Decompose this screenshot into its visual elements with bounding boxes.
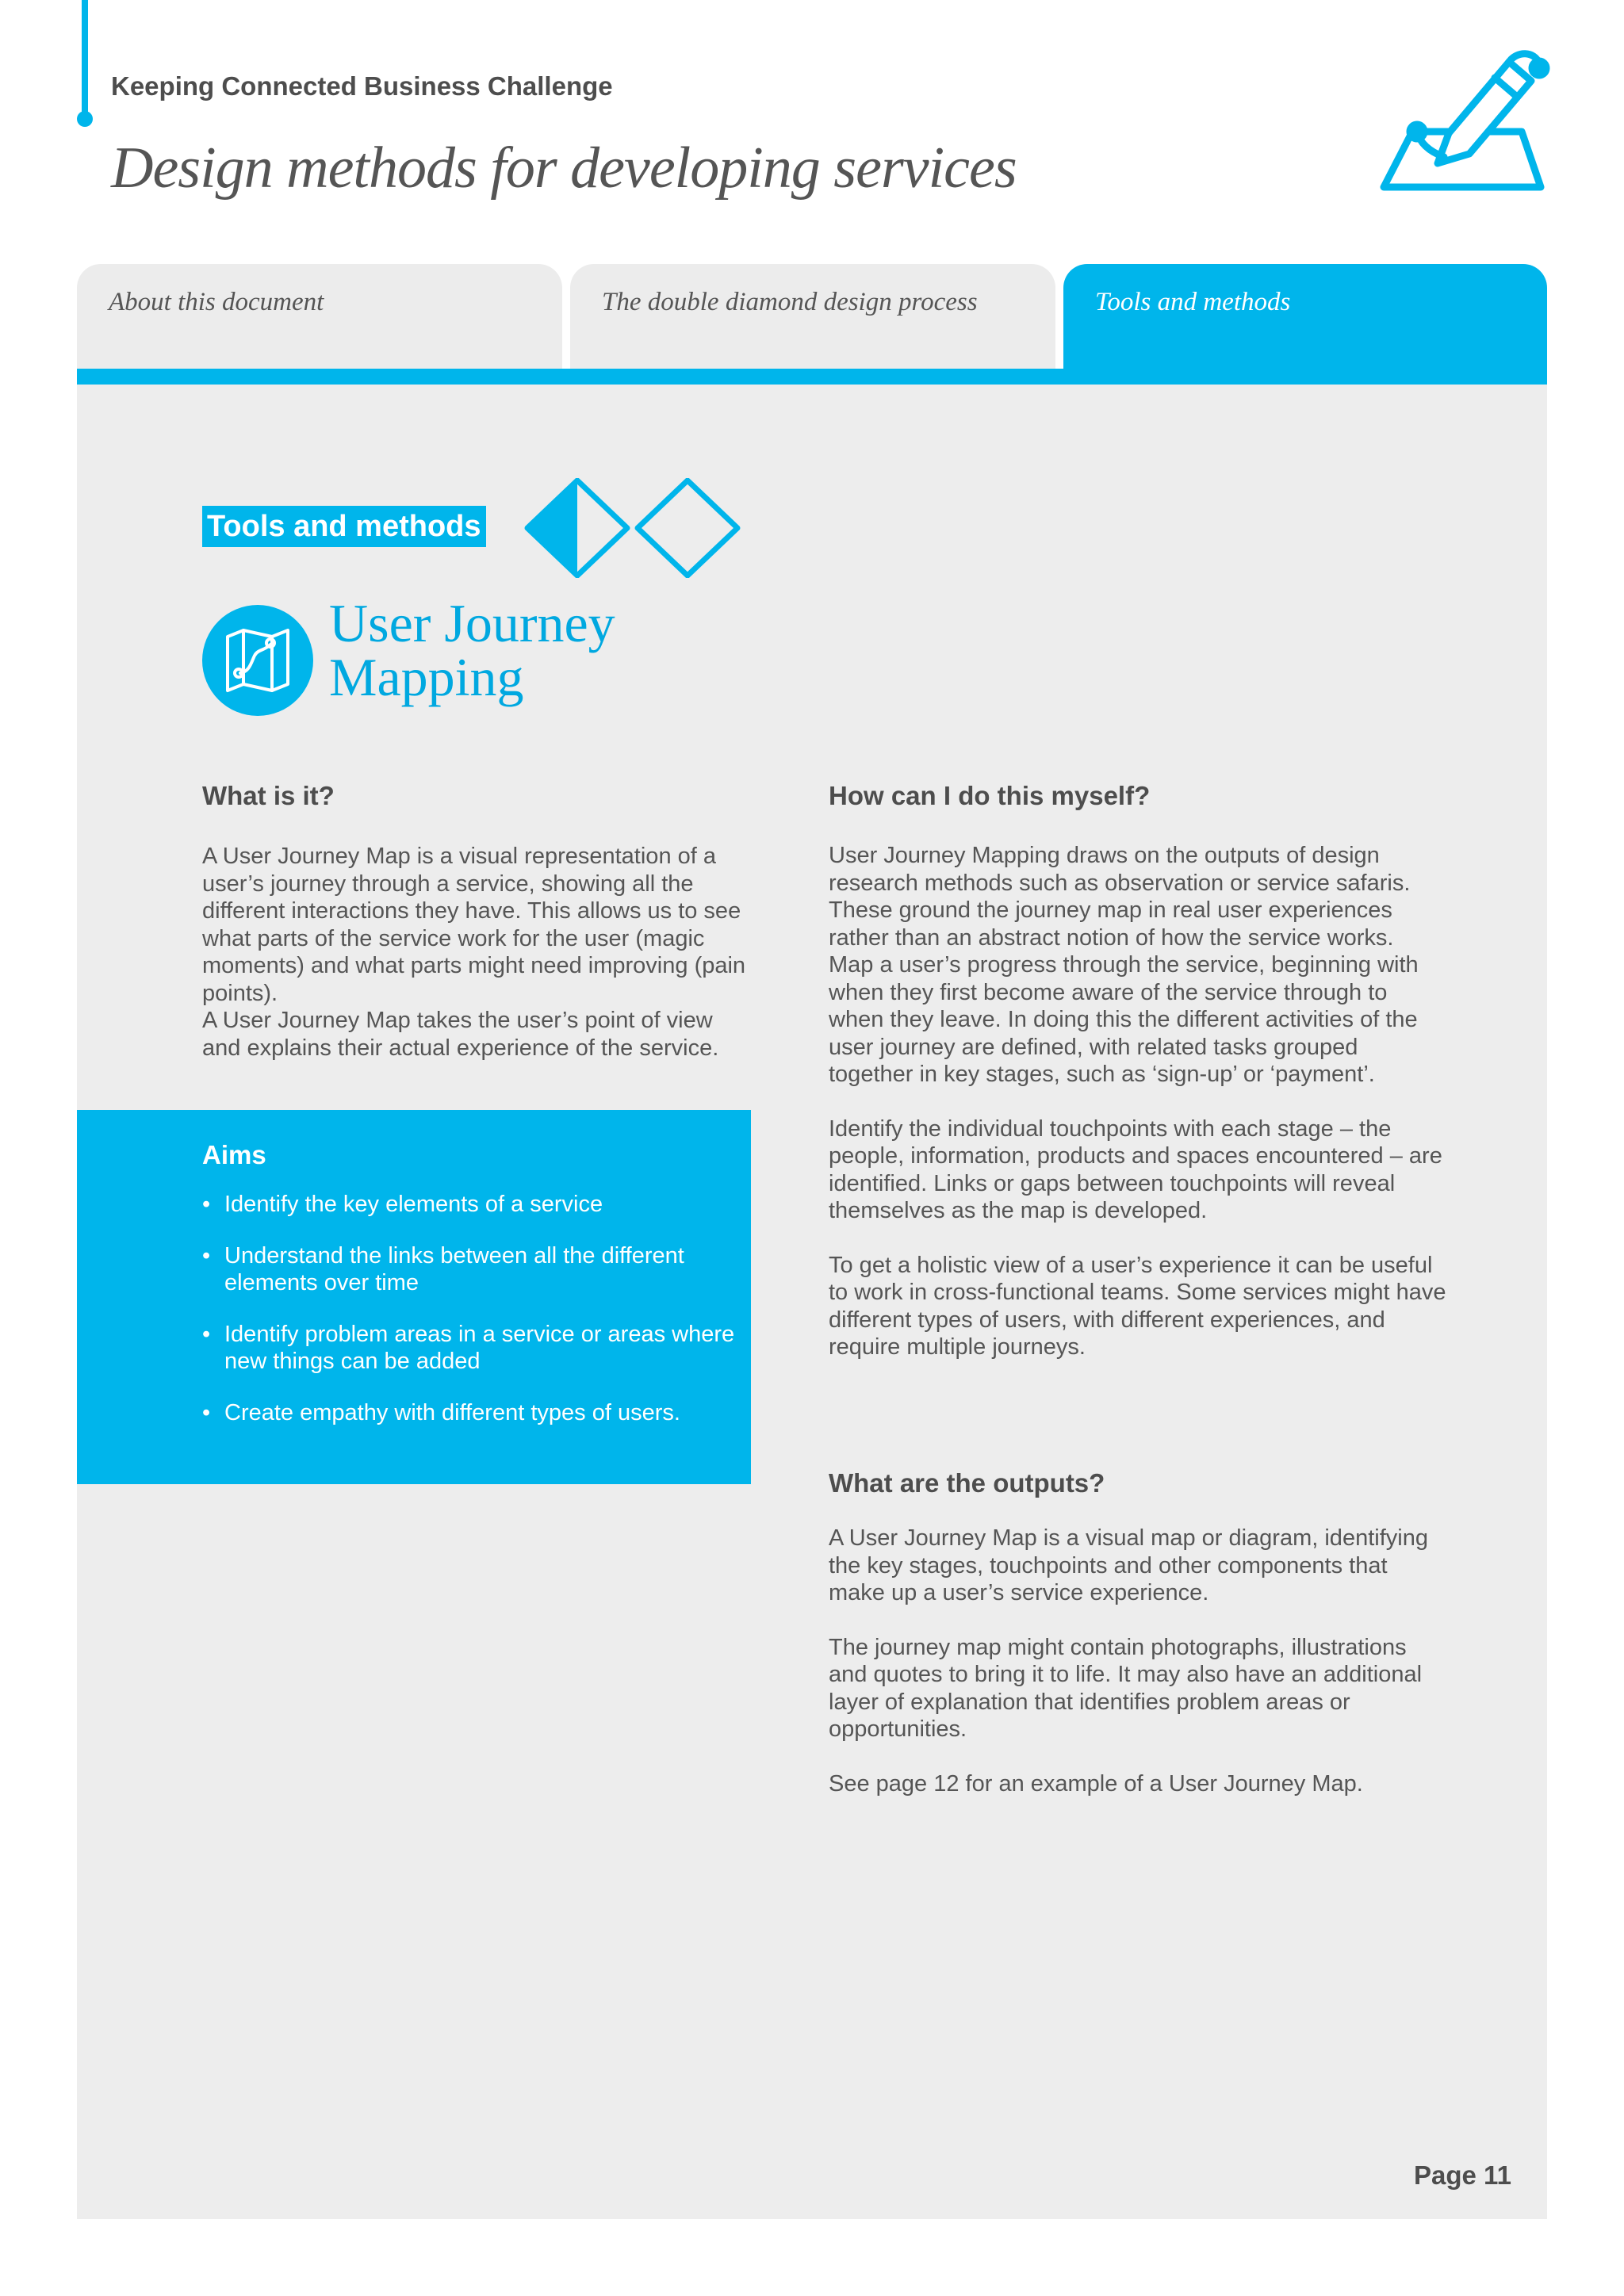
outputs-text [829, 1525, 1447, 1797]
tab-underline [77, 369, 1547, 385]
how-text [829, 842, 1447, 1361]
tab-tools-and-methods[interactable]: Tools and methods [1063, 264, 1547, 369]
list-item: • Identify the key elements of a service [202, 1191, 741, 1219]
header-accent-dot [77, 111, 93, 127]
paragraph: The journey map might contain photographs, illustrations and quotes to bring it to life. It may also have an additional layer of explanation that identifies problem areas or opportunities. [829, 1634, 1423, 1742]
paragraph: To get a holistic view of a user’s experience it can be useful to work in cross-functional teams. Some services might have different types of users, with different experiences, and require multiple journeys. [829, 1252, 1446, 1360]
paragraph: Identify the individual touchpoints with each stage – the people, information, products and spaces encountered – are identified. Links or gaps between touchpoints will reveal themselves as the map is developed. [829, 1115, 1442, 1223]
section-tag: Tools and methods [202, 506, 486, 547]
journey-map-icon [202, 605, 313, 716]
double-diamond-icon [523, 478, 745, 578]
paragraph: A User Journey Map is a visual map or diagram, identifying the key stages, touchpoints and other components that make up a user’s service experience. [829, 1525, 1428, 1605]
pen-drawing-icon [1376, 46, 1550, 197]
list-item: • Create empathy with different types of users. [202, 1399, 741, 1427]
tab-about-this-document[interactable]: About this document [77, 264, 562, 369]
paragraph: A User Journey Map takes the user’s point of view and explains their actual experience of the service. [202, 1008, 719, 1061]
aims-heading: Aims [202, 1140, 266, 1169]
paragraph: See page 12 for an example of a User Journey Map. [829, 1770, 1363, 1797]
list-item: • Identify problem areas in a service or areas where new things can be added [202, 1321, 741, 1376]
paragraph: A User Journey Map is a visual representation of a user’s journey through a service, showing all the different interactions they have. This allows us to see what parts of the service work for the user (magic moments) and what parts might need improving (pain points). [202, 844, 746, 1006]
what-is-it-heading: What is it? [202, 781, 335, 810]
aims-list [202, 1191, 741, 1450]
how-heading: How can I do this myself? [829, 781, 1151, 810]
method-title: User Journey Mapping [329, 593, 615, 707]
header-label: Keeping Connected Business Challenge [111, 71, 613, 101]
list-item: • Understand the links between all the different elements over time [202, 1242, 741, 1297]
paragraph: Map a user’s progress through the service, beginning with when they first become aware of the service through to when they leave. In doing this the different activities of the user journey are defined, with related tasks grouped together in key stages, such as ‘sign-up’ or ‘payment’. [829, 952, 1419, 1087]
paragraph: User Journey Mapping draws on the outputs of design research methods such as observation or service safaris. These ground the journey map in real user experiences rather than an abstract notion of how the service works. [829, 843, 1411, 951]
page-title: Design methods for developing services [111, 136, 1017, 201]
outputs-heading: What are the outputs? [829, 1468, 1105, 1498]
tab-double-diamond[interactable]: The double diamond design process [570, 264, 1055, 369]
what-is-it-text [202, 843, 757, 1062]
header-accent-line [82, 0, 88, 119]
page-number: Page 11 [1414, 2160, 1511, 2190]
